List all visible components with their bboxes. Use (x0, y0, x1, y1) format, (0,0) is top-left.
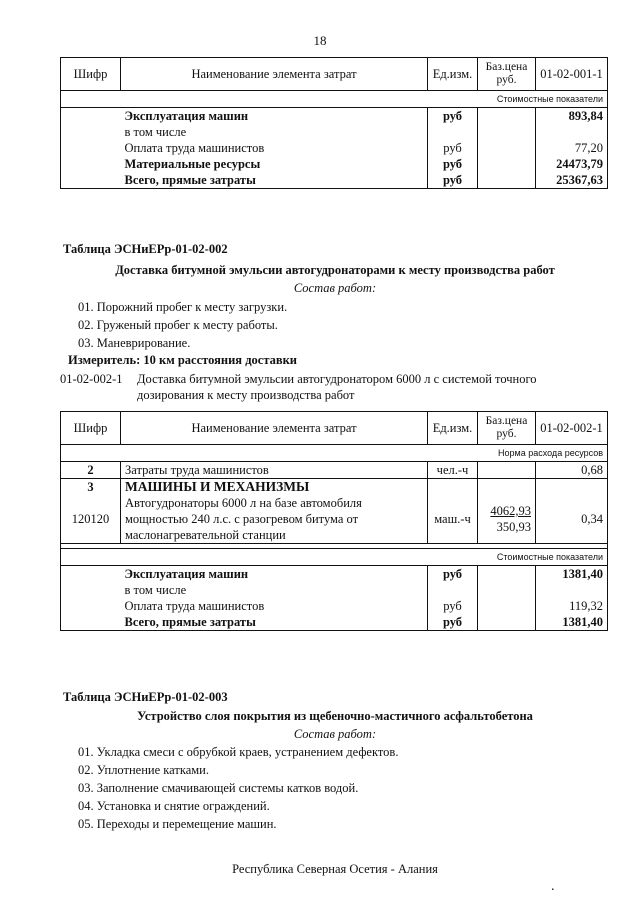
table-title-2: Таблица ЭСНиЕРр-01-02-002 (63, 242, 228, 256)
item-description-line1: Доставка битумной эмульсии автогудронатором 6000 л с системой точного (137, 372, 537, 386)
row-code: 2 (61, 462, 121, 479)
table-title-3: Таблица ЭСНиЕРр-01-02-003 (63, 690, 228, 704)
column-header-unit: Ед.изм. (428, 58, 478, 91)
section-label: Стоимостные показатели (61, 549, 608, 566)
work-item: 02. Уплотнение катками. (78, 763, 209, 777)
work-item: 01. Укладка смеси с обрубкой краев, устранением дефектов. (78, 745, 399, 759)
section-heading-2: Доставка битумной эмульсии автогудронаторами к месту производства работ (115, 263, 555, 277)
row-name: Затраты труда машинистов (121, 462, 428, 479)
norm-label-row (61, 445, 608, 462)
row-name: в том числе (121, 124, 428, 140)
machine-row (61, 495, 608, 544)
row-value: 25367,63 (536, 172, 608, 189)
column-header-price: Баз.цена руб. (478, 412, 536, 445)
row-value: 77,20 (536, 140, 608, 156)
work-item: 01. Порожний пробег к месту загрузки. (78, 300, 288, 314)
row-value: 893,84 (536, 108, 608, 125)
table-header-row (61, 412, 608, 445)
table-row (61, 598, 608, 614)
machine-name: Автогудронаторы 6000 л на базе автомобиля мощностью 240 л.с. с разогревом битума от маслонагревательной станции (121, 495, 428, 544)
group-code: 3 (61, 479, 121, 496)
section-heading-3: Устройство слоя покрытия из щебеночно-мастичного асфальтобетона (137, 709, 533, 723)
machine-unit: маш.-ч (428, 495, 478, 544)
column-header-resource-code: 01-02-002-1 (536, 412, 608, 445)
row-unit: руб (428, 614, 478, 631)
row-name: Эксплуатация машин (121, 566, 428, 583)
table-header-row (61, 58, 608, 91)
row-unit: руб (428, 156, 478, 172)
table-row (61, 140, 608, 156)
table-row (61, 566, 608, 583)
column-header-resource-code: 01-02-001-1 (536, 58, 608, 91)
work-item: 03. Маневрирование. (78, 336, 191, 350)
row-unit: руб (428, 140, 478, 156)
section-label-row (61, 91, 608, 108)
table-row (61, 582, 608, 598)
table-row (61, 614, 608, 631)
row-value: 0,68 (536, 462, 608, 479)
column-header-name: Наименование элемента затрат (121, 58, 428, 91)
row-name: Всего, прямые затраты (121, 172, 428, 189)
group-row (61, 479, 608, 496)
row-name: Всего, прямые затраты (121, 614, 428, 631)
row-value: 1381,40 (536, 566, 608, 583)
row-name: Эксплуатация машин (121, 108, 428, 125)
section-label-row (61, 549, 608, 566)
composition-label-3: Состав работ: (293, 727, 377, 741)
machine-code: 120120 (61, 495, 121, 544)
footer-region: Республика Северная Осетия - Алания (232, 862, 438, 876)
row-name: Материальные ресурсы (121, 156, 428, 172)
table-row (61, 462, 608, 479)
row-unit: чел.-ч (428, 462, 478, 479)
row-unit: руб (428, 172, 478, 189)
item-description-line2: дозирования к месту производства работ (137, 388, 355, 402)
work-item: 02. Груженый пробег к месту работы. (78, 318, 278, 332)
column-header-code: Шифр (61, 412, 121, 445)
column-header-name: Наименование элемента затрат (121, 412, 428, 445)
row-name: Оплата труда машинистов (121, 140, 428, 156)
row-name: Оплата труда машинистов (121, 598, 428, 614)
page-number: 18 (313, 33, 327, 48)
row-value: 24473,79 (536, 156, 608, 172)
footer-mark: . (551, 879, 555, 894)
meter: Измеритель: 10 км расстояния доставки (68, 353, 298, 367)
cost-table-2 (60, 411, 608, 631)
table-row (61, 172, 608, 189)
table-row (61, 156, 608, 172)
composition-label-2: Состав работ: (293, 281, 377, 295)
item-code: 01-02-002-1 (60, 372, 123, 386)
row-value: 1381,40 (536, 614, 608, 631)
row-name: в том числе (121, 582, 428, 598)
column-header-code: Шифр (61, 58, 121, 91)
group-name: МАШИНЫ И МЕХАНИЗМЫ (121, 479, 428, 496)
row-value: 119,32 (536, 598, 608, 614)
column-header-price: Баз.цена руб. (478, 58, 536, 91)
norm-label: Норма расхода ресурсов (61, 445, 608, 462)
row-unit: руб (428, 108, 478, 125)
table-row (61, 124, 608, 140)
column-header-unit: Ед.изм. (428, 412, 478, 445)
table-row (61, 108, 608, 125)
cost-table-1 (60, 57, 608, 189)
row-unit: руб (428, 598, 478, 614)
row-unit: руб (428, 566, 478, 583)
work-item: 03. Заполнение смачивающей системы катков водой. (78, 781, 359, 795)
work-item: 05. Переходы и перемещение машин. (78, 817, 277, 831)
work-item: 04. Установка и снятие ограждений. (78, 799, 270, 813)
machine-value: 0,34 (536, 495, 608, 544)
section-label: Стоимостные показатели (61, 91, 608, 108)
machine-price: 4062,93 350,93 (478, 495, 536, 544)
